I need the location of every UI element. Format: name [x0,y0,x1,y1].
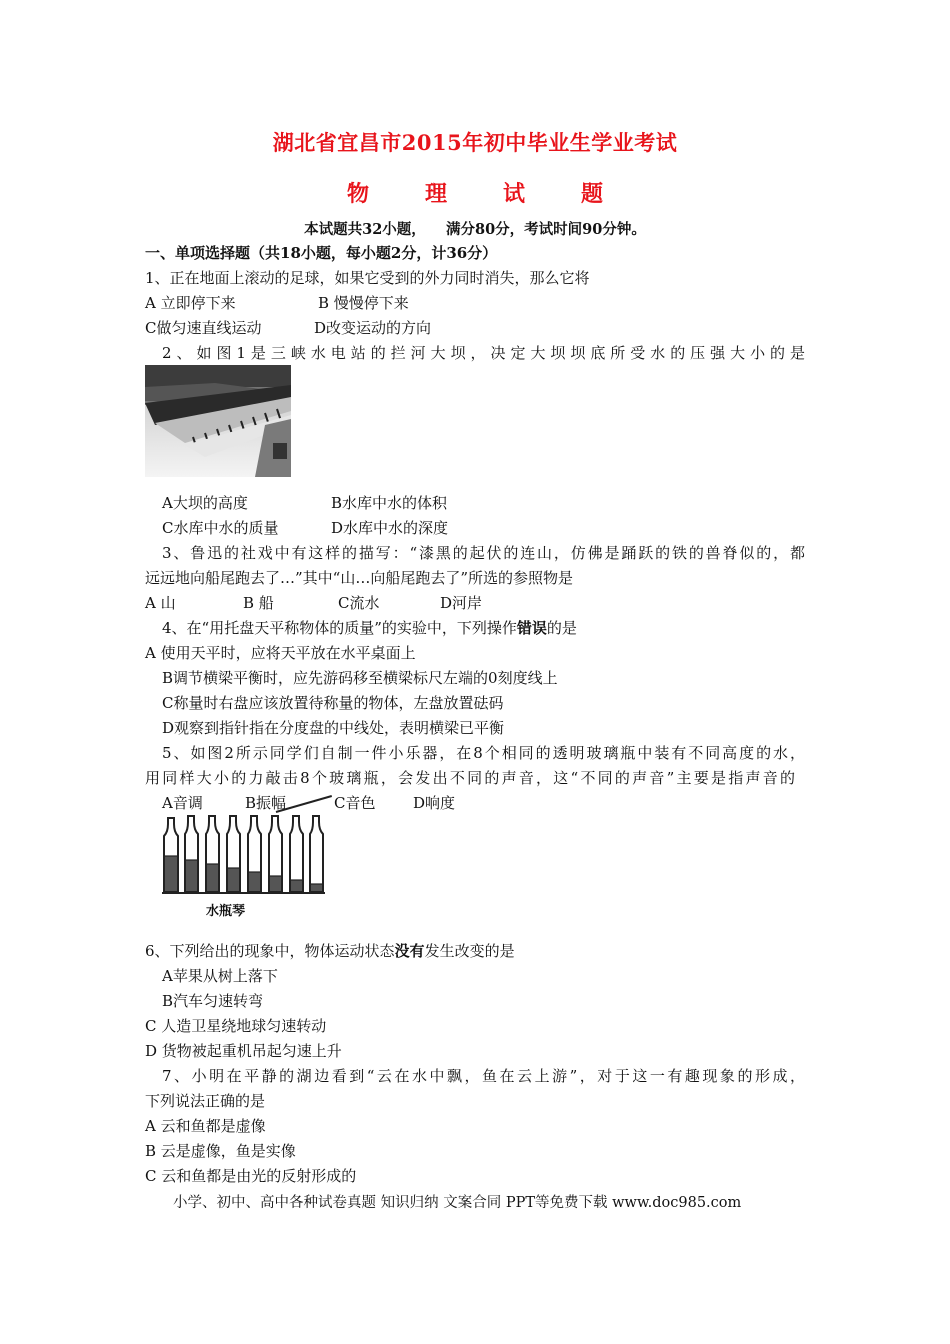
question-4-stem-text: 4、在“用托盘天平称物体的质量”的实验中，下列操作 [162,619,517,637]
question-3-stem-line-1: 3、鲁迅的社戏中有这样的描写：“漆黑的起伏的连山，仿佛是踊跃的铁的兽脊似的，都 [162,544,805,562]
question-5-option-b: B振幅 [245,794,287,812]
question-4-option-a: A 使用天平时，应将天平放在水平桌面上 [145,644,416,662]
dam-photo-image [145,365,291,477]
question-3-option-a: A 山 [145,594,176,612]
question-3-option-c: C流水 [338,594,380,612]
question-3-stem-line-2: 远远地向船尾跑去了…”其中“山…向船尾跑去了”所选的参照物是 [145,569,574,587]
question-7-option-b: B 云是虚像，鱼是实像 [145,1142,296,1160]
question-5-option-c: C音色 [334,794,376,812]
page-footer: 小学、初中、高中各种试卷真题 知识归纳 文案合同 PPT等免费下载 www.doc985.com [173,1195,742,1211]
question-2-option-a: A大坝的高度 [162,494,248,512]
question-5-option-d: D响度 [413,794,456,812]
question-5-stem-line-1: 5、如图2所示同学们自制一件小乐器，在8个相同的透明玻璃瓶中装有不同高度的水， [162,744,805,762]
question-3-option-b: B 船 [243,594,274,612]
question-7-stem-line-1: 7、小明在平静的湖边看到“云在水中飘，鱼在云上游”，对于这一有趣现象的形成， [162,1067,805,1085]
question-6-emphasis: 没有 [394,942,425,960]
question-1-option-b: B 慢慢停下来 [318,294,409,312]
question-3-option-d: D河岸 [440,594,483,612]
subject-char: 理 [424,181,447,207]
question-1-option-c: C做匀速直线运动 [145,319,262,337]
question-4-stem-end: 的是 [546,619,577,637]
section-heading: 一、单项选择题（共18小题，每小题2分，计36分） [145,244,498,262]
question-6-stem [145,941,515,961]
question-4-option-d: D观察到指针指在分度盘的中线处，表明横梁已平衡 [162,719,505,737]
question-4-option-b: B调节横梁平衡时，应先游码移至横梁标尺左端的0刻度线上 [162,669,558,687]
question-5-stem-line-2: 用同样大小的力敲击8个玻璃瓶，会发出不同的声音，这“不同的声音”主要是指声音的 [145,769,795,787]
question-4-stem [162,618,577,638]
subject-char: 物 [346,181,369,207]
question-1-option-a: A 立即停下来 [145,294,236,312]
question-6-option-d: D 货物被起重机吊起匀速上升 [145,1042,342,1060]
question-2-option-c: C水库中水的质量 [162,519,279,537]
question-7-option-a: A 云和鱼都是虚像 [145,1117,266,1135]
question-7-stem-line-2: 下列说法正确的是 [145,1092,266,1110]
water-bottle-figure [158,812,328,920]
question-6-stem-end: 发生改变的是 [424,942,515,960]
question-4-option-c: C称量时右盘应该放置待称量的物体，左盘放置砝码 [162,694,504,712]
question-6-stem-text: 6、下列给出的现象中，物体运动状态 [145,942,395,960]
question-4-emphasis: 错误 [516,619,547,637]
question-1-option-d: D改变运动的方向 [314,319,432,337]
exam-subject-title [0,177,950,208]
question-6-option-c: C 人造卫星绕地球匀速转动 [145,1017,327,1035]
question-7-option-c: C 云和鱼都是由光的反射形成的 [145,1167,357,1185]
question-5-option-a: A音调 [162,794,203,812]
question-6-option-a: A苹果从树上落下 [162,967,278,985]
subject-char: 试 [503,181,526,207]
subject-char: 题 [581,181,604,207]
figure-caption: 水瓶琴 [206,904,246,919]
question-2-stem: 2、如图1是三峡水电站的拦河大坝，决定大坝坝底所受水的压强大小的是 [162,344,805,362]
question-2-option-b: B水库中水的体积 [331,494,448,512]
exam-title: 湖北省宜昌市2015年初中毕业生学业考试 [272,130,678,155]
dam-photo [145,365,291,477]
question-6-option-b: B汽车匀速转弯 [162,992,264,1010]
question-2-option-d: D水库中水的深度 [331,519,449,537]
exam-info: 本试题共32小题， 满分80分，考试时间90分钟。 [304,221,646,238]
question-1-stem: 1、正在地面上滚动的足球，如果它受到的外力同时消失，那么它将 [145,269,590,287]
